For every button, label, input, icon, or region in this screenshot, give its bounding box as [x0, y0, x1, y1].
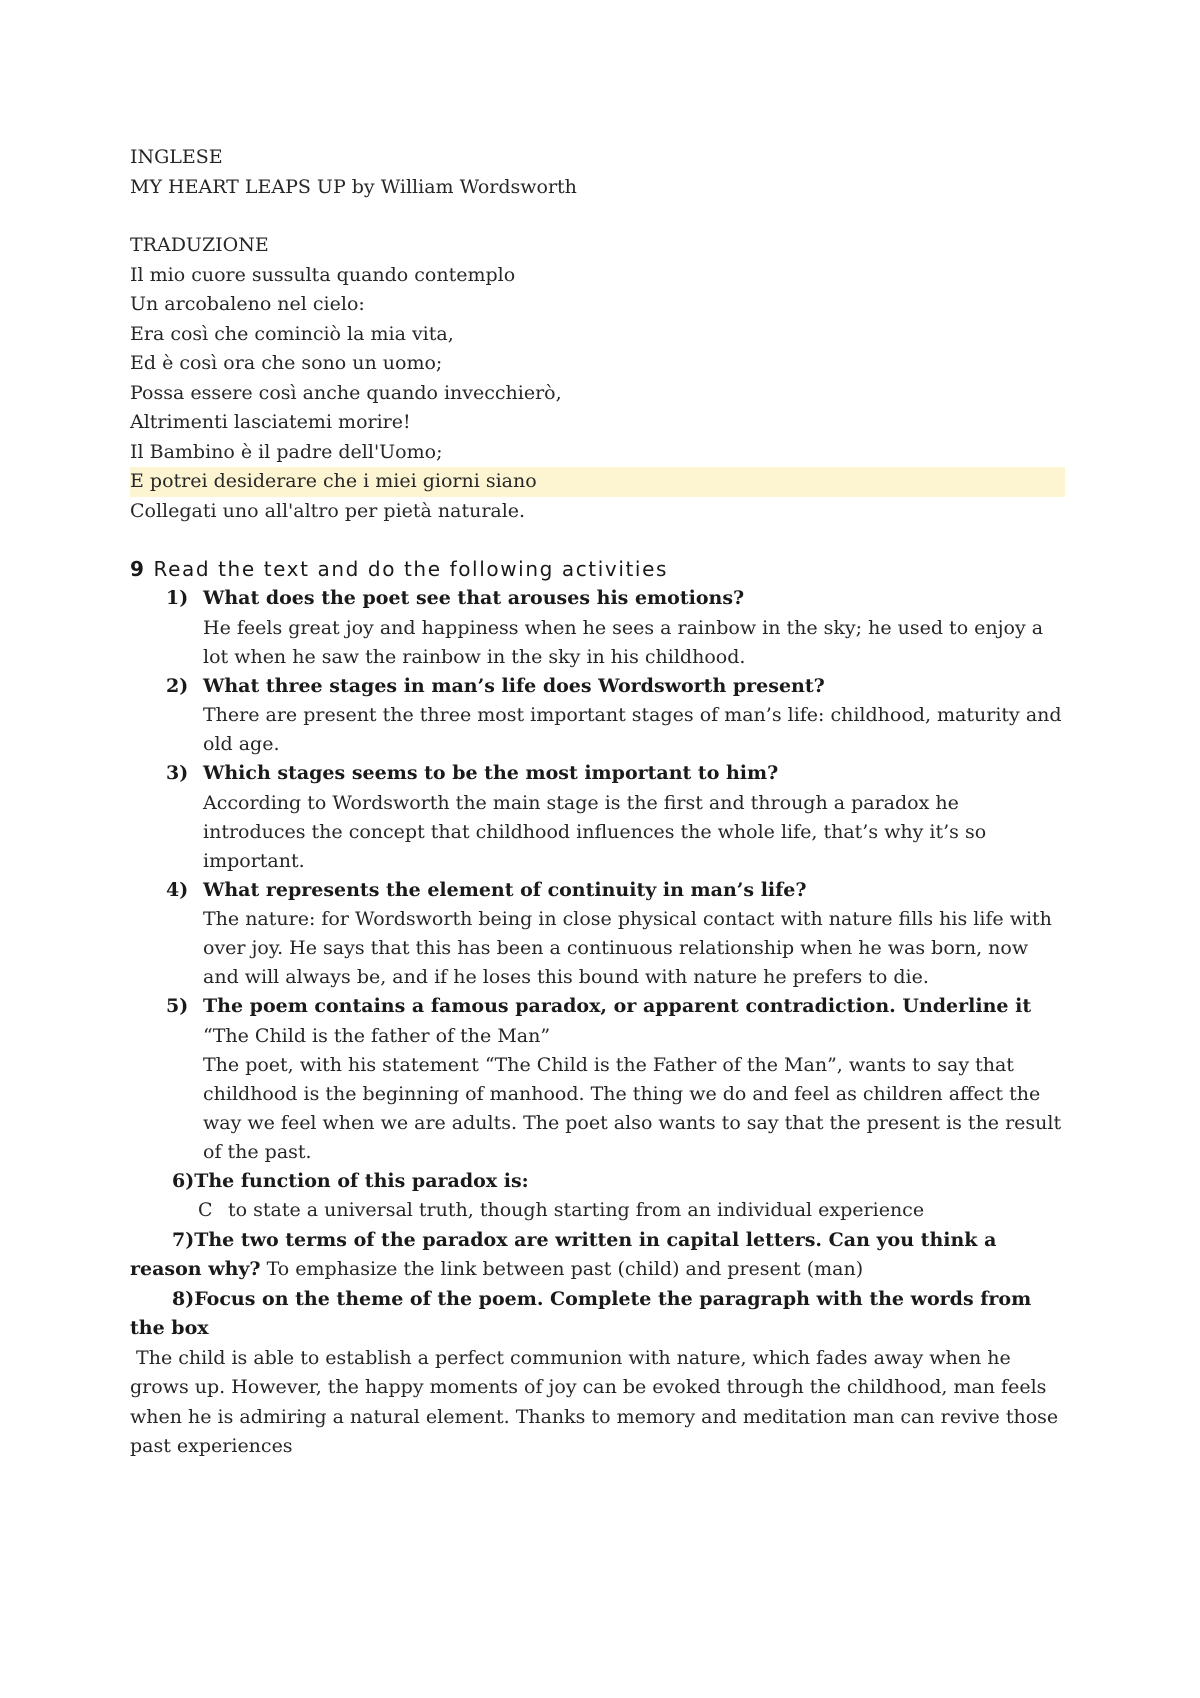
question-item: [130, 584, 1065, 672]
answer-text: According to Wordsworth the main stage is the first and through a paradox he introduces the concept that childhood influences the whole life, that’s why it’s so important.: [203, 791, 987, 872]
question-text: What represents the element of continuity in man’s life?: [203, 878, 807, 901]
translation-line-highlighted: E potrei desiderare che i miei giorni siano: [130, 467, 1065, 497]
question-7-answer: To emphasize the link between past (child) and present (man): [266, 1258, 864, 1280]
question-7: [130, 1226, 1065, 1285]
translation-line: Ed è così ora che sono un uomo;: [130, 352, 443, 374]
translation-line: Possa essere così anche quando invecchierò,: [130, 381, 562, 404]
answer-text: The nature: for Wordsworth being in close physical contact with nature fills his life with over joy. He says that this has been a continuous relationship when he was born, now and will always be, and if he loses this bound with nature he prefers to die.: [203, 908, 1052, 988]
question-6-answer: [130, 1196, 1065, 1226]
poem-title: MY HEART LEAPS UP by William Wordsworth: [130, 175, 577, 198]
translation-line: Collegati uno all'altro per pietà naturale.: [130, 499, 526, 522]
question-text: Which stages seems to be the most important to him?: [203, 762, 779, 784]
translation-line: Un arcobaleno nel cielo:: [130, 293, 365, 315]
translation-line: Il Bambino è il padre dell'Uomo;: [130, 440, 443, 463]
questions-list: [130, 584, 1065, 1167]
translation-title: TRADUZIONE: [130, 234, 269, 256]
question-8-answer-text: The child is able to establish a perfect communion with nature, which fades away when he grows up. However, the happy moments of joy can be evoked through the childhood, man feels when he is admiring a natural element. Thanks to memory and meditation man can revive those past experiences: [130, 1346, 1059, 1457]
blank-line: [130, 202, 1065, 231]
question-8-answer: [130, 1344, 1065, 1462]
question-number: 2): [166, 674, 189, 697]
question-number: 5): [166, 995, 189, 1017]
document-content: [130, 143, 1065, 1462]
question-text: What three stages in man’s life does Wordsworth present?: [203, 674, 825, 697]
answer-text: He feels great joy and happiness when he sees a rainbow in the sky; he used to enjoy a lot when he saw the rainbow in the sky in his childhood.: [203, 616, 1044, 668]
question-number: 1): [166, 587, 189, 609]
question-text: What does the poet see that arouses his emotions?: [203, 587, 745, 609]
question-7-label: 7)The two terms of the paradox are written in capital letters. Can you think a reason why?: [130, 1228, 997, 1280]
question-item: [130, 672, 1065, 760]
activities-title-text: Read the text and do the following activities: [153, 557, 669, 581]
translation-line: Il mio cuore sussulta quando contemplo: [130, 263, 516, 286]
activities-number: 9: [130, 557, 146, 581]
subject-heading: INGLESE: [130, 146, 223, 168]
question-text: The poem contains a famous paradox, or apparent contradiction. Underline it: [203, 995, 1032, 1017]
answer-text: There are present the three most important stages of man’s life: childhood, maturity and old age.: [203, 704, 1062, 755]
question-number: 3): [166, 762, 189, 784]
translation-lines: [130, 261, 1065, 527]
translation-line: Altrimenti lasciatemi morire!: [130, 411, 411, 433]
answer-text: The poet, with his statement “The Child is the Father of the Man”, wants to say that childhood is the beginning of manhood. The thing we do and feel as children affect the way we feel when we are adults. The poet also wants to say that the present is the result of the past.: [203, 1053, 1062, 1163]
answer-option-text: to state a universal truth, though starting from an individual experience: [228, 1199, 925, 1221]
translation-line: Era così che cominciò la mia vita,: [130, 322, 454, 345]
question-item: [130, 992, 1065, 1167]
answer-option-letter: C: [198, 1199, 213, 1221]
answer-quote: “The Child is the father of the Man”: [203, 1024, 551, 1047]
question-item: [130, 876, 1065, 993]
question-number: 4): [166, 878, 189, 901]
question-item: [130, 759, 1065, 876]
question-8-label: 8)Focus on the theme of the poem. Complete the paragraph with the words from the box: [130, 1287, 1032, 1339]
activities-title: [130, 554, 1065, 584]
question-6-label: 6)The function of this paradox is:: [172, 1169, 529, 1192]
